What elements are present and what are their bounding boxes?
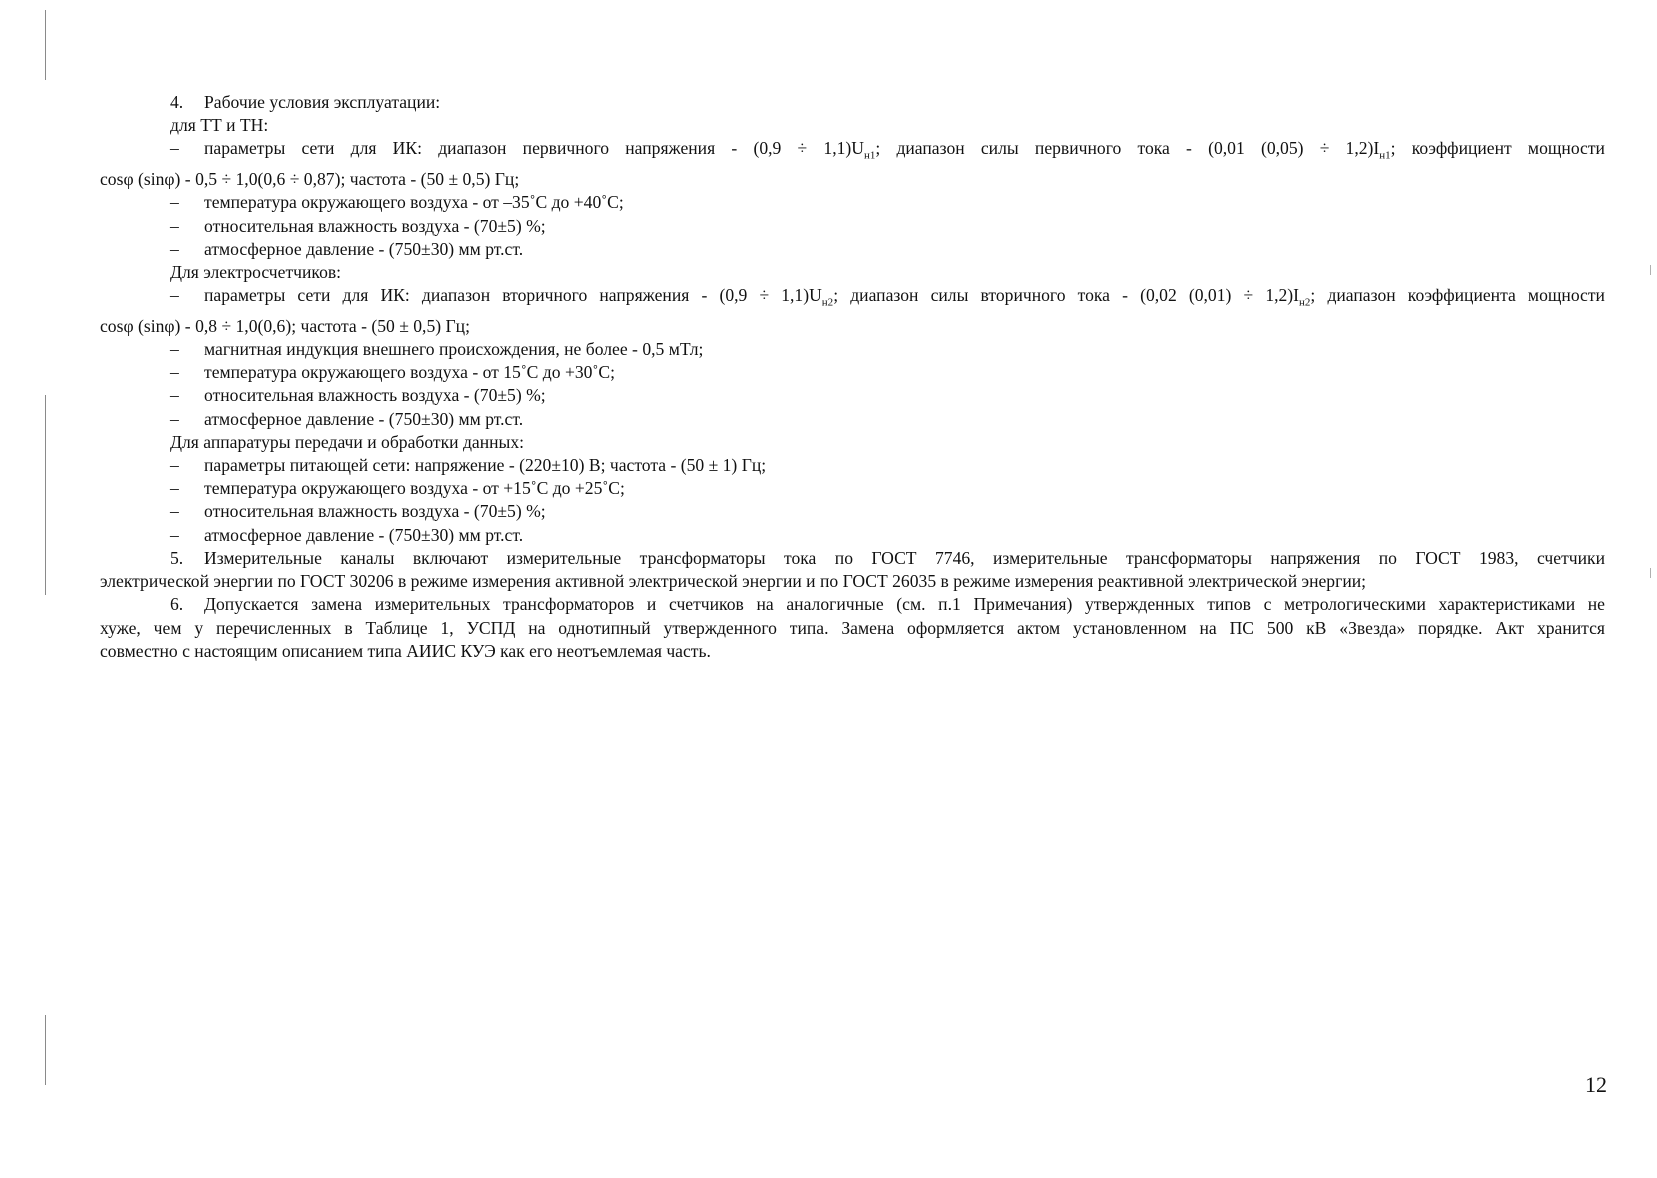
section-number: 6. — [170, 594, 184, 615]
list-dash: – — [170, 385, 179, 406]
list-item-text: параметры питающей сети: напряжение - (220±10) В; частота - (50 ± 1) Гц; — [204, 455, 767, 476]
list-item-text: относительная влажность воздуха - (70±5) %; — [204, 385, 546, 406]
list-dash: – — [170, 192, 179, 213]
section-6-line: 6. Допускается замена измерительных трансформаторов и счетчиков на аналогичные (см. п.1 Примечания) утвержденных типов с метрологическими характеристиками не — [100, 593, 1605, 616]
list-item-text: параметры сети для ИК: диапазон первичного напряжения - $(0,9 \div 1,1)U_{н1}$; диапазон силы первичного тока - (0,01 $(0,05) \div 1,2)I_{н1}$; коэффициент мощности — [204, 138, 1605, 162]
list-dash: – — [170, 408, 179, 429]
scan-edge-line — [45, 10, 46, 80]
list-item — [100, 500, 1605, 523]
list-item — [100, 191, 1605, 214]
list-dash: – — [170, 362, 179, 383]
section-number: 4. — [170, 92, 184, 112]
list-dash: – — [170, 215, 179, 236]
list-item-continuation: cosφ (sinφ) - 0,5 ÷ 1,0(0,6 ÷ 0,87); частота - (50 ± 0,5) Гц; — [100, 169, 520, 190]
section-6-line: хуже, чем у перечисленных в Таблице 1, УСПД на однотипный утвержденного типа. Замена оформляется актом установленном на ПС 500 кВ «Звезда» порядке. Акт хранится — [100, 617, 1605, 638]
list-item-text: параметры сети для ИК: диапазон вторичного напряжения - $(0,9 \div 1,1)U_{н2}$; диапазон силы вторичного тока - (0,02 $(0,01) \div 1,2)I_{н2}$; диапазон коэффициента мощности — [204, 285, 1605, 309]
section-6-line: совместно с настоящим описанием типа АИИС КУЭ как его неотъемлемая часть. — [100, 640, 711, 661]
list-item-text: атмосферное давление - (750±30) мм рт.ст. — [204, 408, 524, 429]
list-item — [100, 361, 1605, 384]
list-item-continuation: cosφ (sinφ) - 0,8 ÷ 1,0(0,6); частота - (50 ± 0,5) Гц; — [100, 315, 470, 336]
list-item — [100, 524, 1605, 547]
list-item — [100, 238, 1605, 261]
page-number: 12 — [1585, 1072, 1607, 1097]
list-dash: – — [170, 285, 179, 306]
section-5-line: 5. Измерительные каналы включают измерительные трансформаторы тока по ГОСТ 7746, измерительные трансформаторы напряжения по ГОСТ 1983, счетчики — [100, 547, 1605, 570]
list-item — [100, 477, 1605, 500]
list-item — [100, 284, 1605, 315]
list-dash: – — [170, 501, 179, 522]
group-label-tt: для ТТ и ТН: — [170, 115, 269, 136]
list-dash: – — [170, 455, 179, 476]
section-number: 5. — [170, 547, 184, 568]
list-item-text: относительная влажность воздуха - (70±5) %; — [204, 215, 546, 236]
list-item-text: магнитная индукция внешнего происхождения, не более - 0,5 мТл; — [204, 339, 704, 360]
list-item-text: атмосферное давление - (750±30) мм рт.ст. — [204, 524, 524, 545]
scan-margin-tick — [1650, 265, 1651, 275]
list-item — [100, 454, 1605, 477]
list-item — [100, 137, 1605, 168]
list-item-text: температура окружающего воздуха - от 15˚С до +30˚С; — [204, 362, 615, 383]
group-label-meters: Для электросчетчиков: — [170, 261, 342, 282]
scan-edge-line — [45, 395, 46, 595]
list-item — [100, 384, 1605, 407]
group-label-equipment: Для аппаратуры передачи и обработки данных: — [170, 431, 525, 452]
scan-margin-tick — [1650, 568, 1651, 578]
section-heading-text: Рабочие условия эксплуатации: — [204, 92, 441, 112]
document-body — [100, 91, 1605, 663]
list-item-text: температура окружающего воздуха - от –35˚С до +40˚С; — [204, 192, 624, 213]
section-5-line: электрической энергии по ГОСТ 30206 в режиме измерения активной электрической энергии и по ГОСТ 26035 в режиме измерения реактивной электрической энергии; — [100, 571, 1367, 592]
list-item-text: относительная влажность воздуха - (70±5) %; — [204, 501, 546, 522]
list-dash: – — [170, 138, 179, 159]
list-item-text: температура окружающего воздуха - от +15˚С до +25˚С; — [204, 478, 625, 499]
list-item-text: атмосферное давление - (750±30) мм рт.ст. — [204, 238, 524, 259]
list-dash: – — [170, 238, 179, 259]
list-item — [100, 338, 1605, 361]
list-dash: – — [170, 339, 179, 360]
list-dash: – — [170, 478, 179, 499]
list-item — [100, 215, 1605, 238]
list-dash: – — [170, 524, 179, 545]
section-4-heading — [100, 91, 1605, 114]
list-item — [100, 408, 1605, 431]
scan-edge-line — [45, 1015, 46, 1085]
